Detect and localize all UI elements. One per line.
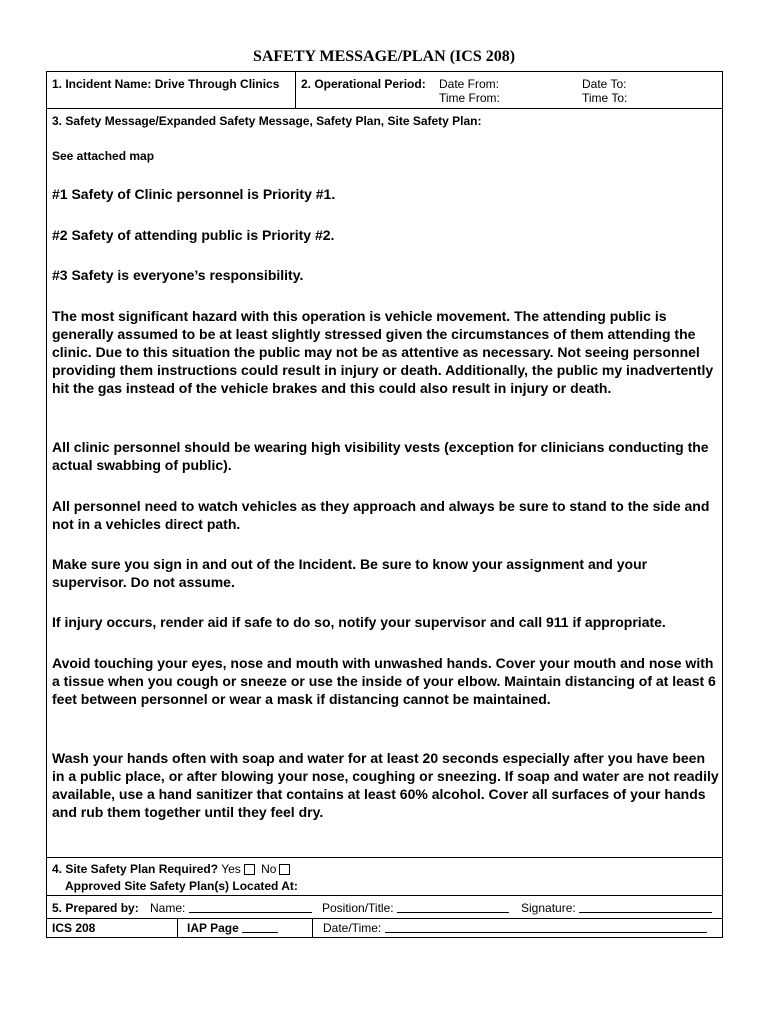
no-checkbox[interactable] (279, 864, 290, 875)
message-sign-in-out: Make sure you sign in and out of the Incident. Be sure to know your assignment and your supervisor. Do not assume. (52, 556, 648, 590)
date-time-label: Date/Time: (323, 921, 382, 935)
message-priority-1: #1 Safety of Clinic personnel is Priority #1. (52, 186, 336, 202)
date-to-field[interactable]: Date To: (582, 77, 627, 91)
date-time-field (323, 921, 707, 935)
incident-name-cell (52, 77, 292, 91)
operational-period-label: 2. Operational Period: (301, 77, 426, 91)
ics-208-form (46, 71, 723, 938)
position-title-input-line[interactable] (397, 901, 509, 913)
message-watch-vehicles: All personnel need to watch vehicles as they approach and always be sure to stand to the side and not in a vehicles direct path. (52, 498, 710, 532)
name-label: Name: (150, 901, 186, 915)
message-hygiene: Avoid touching your eyes, nose and mouth with unwashed hands. Cover your mouth and nose with a tissue when you cough or sneeze or use the inside of your elbow. Maintain distancing of at least 6 feet between personnel or wear a mask if distancing cannot be maintained. (52, 655, 716, 707)
signature-label: Signature: (521, 901, 576, 915)
message-responsibility: #3 Safety is everyone’s responsibility. (52, 267, 304, 283)
date-time-input-line[interactable] (385, 921, 707, 933)
safety-message-section (47, 109, 722, 858)
message-handwashing: Wash your hands often with soap and water for at least 20 seconds especially after you have been in a public place, or after blowing your nose, coughing or sneezing. If soap and water are not readily available, use a hand sanitizer that contains at least 60% alcohol. Cover all surfaces of your hands and rub them together until they feel dry. (52, 750, 719, 820)
date-from-field[interactable]: Date From: (439, 77, 500, 91)
incident-name-value[interactable]: Drive Through Clinics (154, 77, 280, 91)
yes-label: Yes (221, 862, 241, 876)
approved-plan-location-label: Approved Site Safety Plan(s) Located At: (65, 879, 298, 893)
section-5-label: 5. Prepared by: (52, 901, 139, 915)
signature-field (521, 901, 712, 915)
time-from-field[interactable]: Time From: (439, 91, 500, 105)
section-3-label: 3. Safety Message/Expanded Safety Message, Safety Plan, Site Safety Plan: (52, 114, 482, 128)
iap-page-input-line[interactable] (242, 921, 278, 933)
site-safety-plan-required (52, 862, 293, 876)
incident-name-label: 1. Incident Name: (52, 77, 152, 91)
message-injury: If injury occurs, render aid if safe to do so, notify your supervisor and call 911 if appropriate. (52, 614, 666, 630)
message-priority-2: #2 Safety of attending public is Priority #2. (52, 227, 335, 243)
message-vehicle-hazard: The most significant hazard with this operation is vehicle movement. The attending public is generally assumed to be at least slightly stressed given the circumstances of them attending the clinic. Due to this situation the public may not be as attentive as necessary. Not seeing personnel providing them instructions could result in injury or death. Additionally, the public my inadvertently hit the gas instead of the vehicle brakes and this could also result in injury or death. (52, 308, 714, 396)
form-id: ICS 208 (52, 921, 96, 935)
position-title-label: Position/Title: (322, 901, 394, 915)
message-high-visibility-vests: All clinic personnel should be wearing high visibility vests (exception for clinicians conducting the actual swabbing of public). (52, 439, 709, 473)
no-label: No (261, 862, 277, 876)
position-title-field (322, 901, 509, 915)
divider (312, 919, 313, 937)
name-field (150, 901, 312, 915)
section-4-label: 4. Site Safety Plan Required? (52, 862, 219, 876)
name-input-line[interactable] (189, 901, 312, 913)
iap-page-label: IAP Page (187, 921, 239, 935)
form-title: SAFETY MESSAGE/PLAN (ICS 208) (252, 48, 516, 65)
divider (295, 72, 296, 108)
divider (177, 919, 178, 937)
signature-input-line[interactable] (579, 901, 712, 913)
see-attached-map: See attached map (52, 149, 155, 163)
time-to-field[interactable]: Time To: (582, 91, 628, 105)
header-row (47, 72, 722, 109)
iap-page-field (187, 921, 278, 935)
prepared-by-section (47, 896, 722, 919)
site-safety-plan-section (47, 858, 722, 896)
footer-row (47, 919, 722, 937)
yes-checkbox[interactable] (244, 864, 255, 875)
